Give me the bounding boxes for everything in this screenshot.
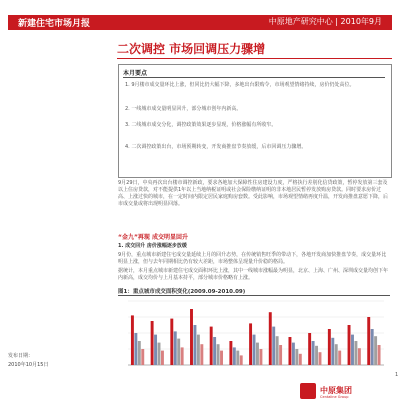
chart-bar xyxy=(351,335,354,365)
chart-bar xyxy=(213,337,216,365)
chart-bar xyxy=(177,339,180,365)
chart-bar xyxy=(315,346,318,365)
chart-bar xyxy=(200,344,203,365)
chart-bar xyxy=(367,317,370,365)
report-header xyxy=(8,15,392,30)
chart-bar xyxy=(174,331,177,365)
page-number: 1 xyxy=(395,372,399,378)
summary-box xyxy=(118,64,392,178)
chart-caption: 图1：重点城市成交面积变化(2009.09-2010.09) xyxy=(118,289,246,295)
chart-bar xyxy=(299,354,302,365)
bar-chart xyxy=(118,297,390,369)
title-divider xyxy=(117,58,392,59)
chart-bar xyxy=(276,336,279,365)
section-subheading: 1. 成交回升 房价涨幅逐步放缓 xyxy=(118,243,187,249)
logo-mark-icon xyxy=(300,383,316,399)
summary-item: 1. 9月楼市成交量环比上涨，但同比仍大幅下降，多地出台限购令，市场观望情绪持续，房价仍处高位。 xyxy=(125,82,355,88)
page-title: 二次调控 市场回调压力骤增 xyxy=(117,42,266,56)
body-paragraph: 据统计，本月重点城市新建住宅成交面积环比上涨，其中一线城市涨幅最为明显，北京、上海、广州、深圳成交量均创下年内新高，成交均价与上月基本持平，部分城市价格略有上涨。 xyxy=(118,268,389,281)
chart-bar xyxy=(193,325,196,365)
chart-bar xyxy=(292,343,295,365)
chart-bar xyxy=(378,345,381,365)
publish-date: 2010年10月15日 xyxy=(8,362,49,368)
summary-item: 3. 二线城市成交分化，调控政策效果逐步显现，价格涨幅有所收窄。 xyxy=(125,122,277,128)
logo-subtitle: Centaline Group xyxy=(320,395,349,399)
chart-bar xyxy=(249,323,252,365)
chart-bar xyxy=(161,351,164,365)
chart-bar xyxy=(312,341,315,365)
chart-bar xyxy=(295,349,298,365)
chart-bar xyxy=(371,329,374,365)
summary-item: 2. 一线城市成交量明显回升，部分城市创年内新高。 xyxy=(125,106,242,112)
report-source-date: 中原地产研究中心 | 2010年9月 xyxy=(268,17,382,26)
chart-bar xyxy=(335,344,338,365)
summary-divider xyxy=(123,77,385,78)
chart-bar xyxy=(158,343,161,365)
chart-bar xyxy=(256,343,259,365)
summary-item: 4. 二次调控政策出台，市场预期转变，开发商推盘节奏放缓，后市回调压力骤增。 xyxy=(125,144,307,150)
chart-bar xyxy=(279,345,282,365)
chart-bar xyxy=(272,327,275,365)
chart-bar xyxy=(259,349,262,365)
chart-bar xyxy=(229,341,232,365)
chart-bar xyxy=(358,348,361,365)
chart-bar xyxy=(138,341,141,365)
body-paragraph: 9月29日，中央再次出台楼市调控新政，要求各地加大保障性住房建设力度，严格执行差别化信贷政策，暂停发放第三套及以上住房贷款，对不能提供1年以上当地纳税证明或社会保险缴纳证明的非本地居民暂停发放购房贷款。同时要求房价过高、上涨过快的城市，在一定时间内限定居民家庭购房套数。受此影响，市场观望情绪再度升温，开发商推盘意愿下降，后市成交量或将出现明显回落。 xyxy=(118,180,389,207)
chart-bar xyxy=(220,351,223,365)
chart-bar xyxy=(319,352,322,365)
chart-bar xyxy=(354,341,357,365)
chart-bar xyxy=(151,321,154,365)
chart-bar xyxy=(131,315,134,365)
chart-bar xyxy=(210,327,213,365)
chart-bar xyxy=(197,335,200,365)
chart-bar xyxy=(141,349,144,365)
chart-bar xyxy=(233,347,236,365)
chart-bar xyxy=(190,309,193,365)
chart-bar xyxy=(338,351,341,365)
chart-bar xyxy=(348,325,351,365)
summary-title: 本月要点 xyxy=(123,70,148,77)
chart-bar xyxy=(288,337,291,365)
chart-bar xyxy=(374,336,377,365)
chart-bar xyxy=(154,335,157,365)
chart-bar xyxy=(308,333,311,365)
chart-bar xyxy=(240,355,243,365)
chart-bar xyxy=(331,338,334,365)
chart-bar xyxy=(134,333,137,365)
chart-bar xyxy=(269,312,272,365)
company-logo xyxy=(300,383,380,403)
chart-bar xyxy=(217,344,220,365)
chart-bar xyxy=(181,347,184,365)
chart-bar xyxy=(328,329,331,365)
section-heading: “金九”再现 成交明显回升 xyxy=(118,234,188,241)
chart-divider xyxy=(118,295,390,296)
chart-bar xyxy=(170,319,173,365)
chart-bar xyxy=(236,351,239,365)
chart-bar xyxy=(253,335,256,365)
publish-date-label: 发布日期： xyxy=(8,353,34,359)
report-series-title: 新建住宅市场月报 xyxy=(18,19,91,29)
logo-name: 中原集团 xyxy=(320,386,352,395)
body-paragraph: 9月份，重点城市新建住宅成交量延续上月的回升态势，在传统销售旺季的带动下，各地开发商加快推盘节奏，成交量环比明显上涨，但与去年同期相比仍有较大差距，市场整体呈现量升价稳的格局。 xyxy=(118,252,387,265)
